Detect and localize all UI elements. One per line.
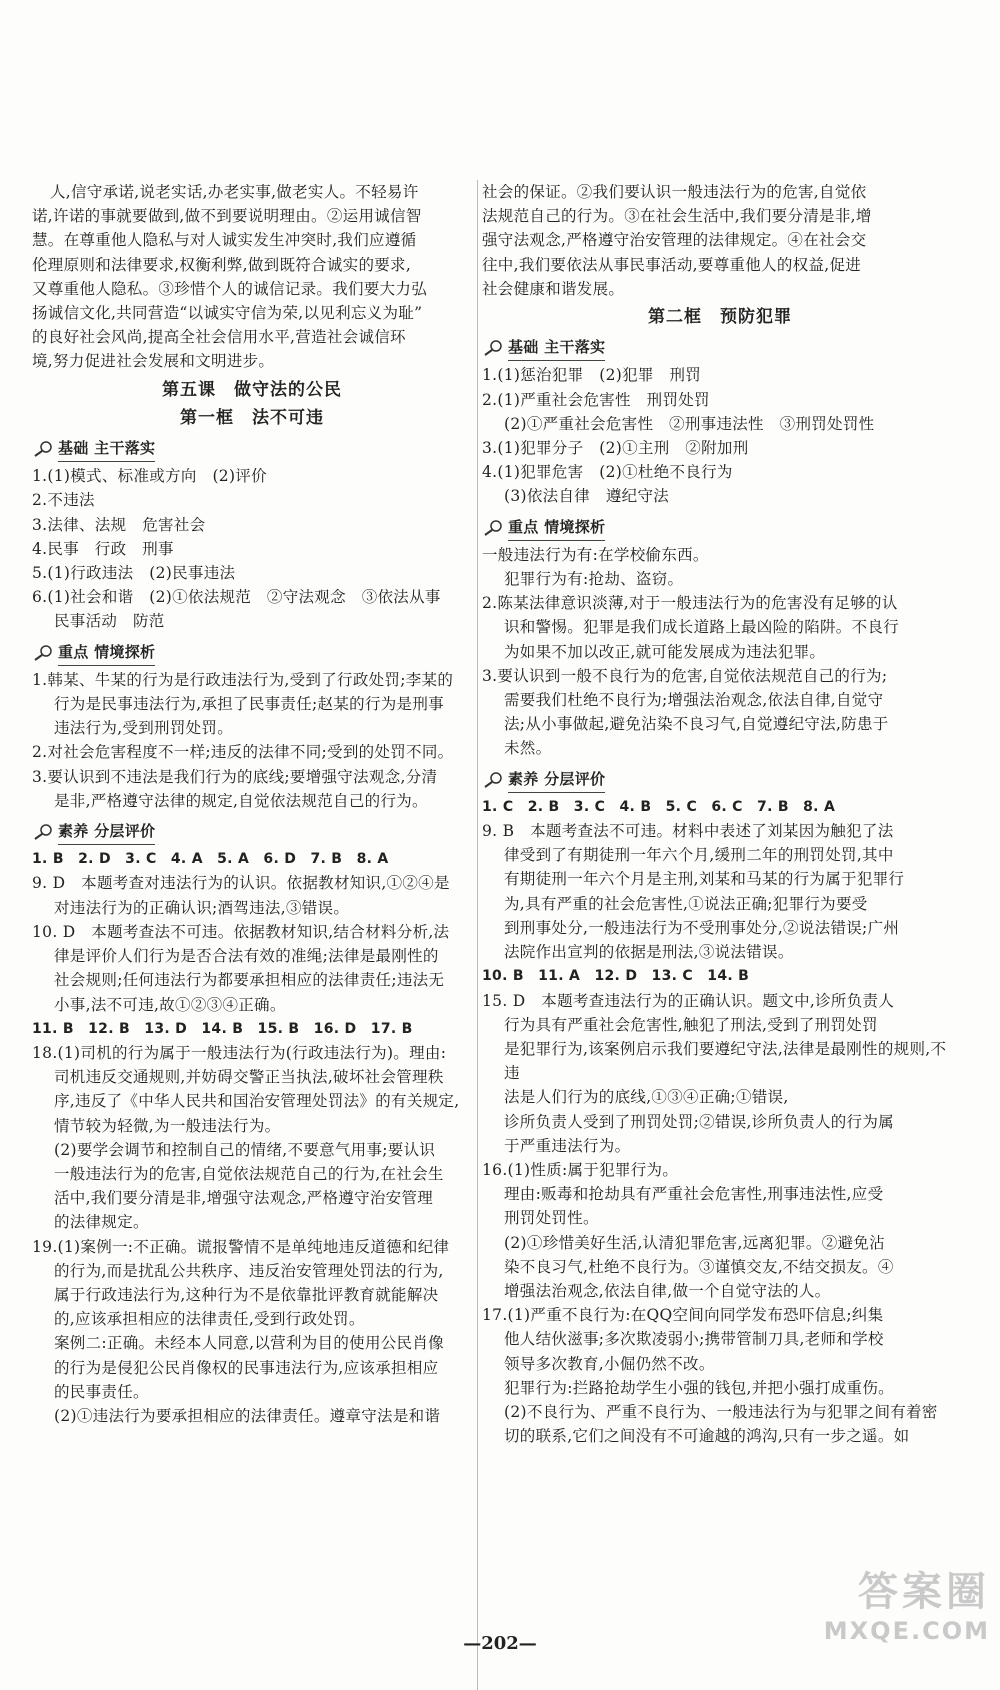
answer-line: 一般违法行为的危害,自觉依法规范自己的行为,在社会生 bbox=[54, 1164, 444, 1183]
answer-line: 法是人们行为的底线,①③④正确;①错误, bbox=[504, 1088, 789, 1107]
left-intro bbox=[32, 180, 472, 374]
answer-line: 需要我们杜绝不良行为;增强法治观念,依法自律,自觉守 bbox=[504, 691, 884, 710]
section-title: 重点 情境探析 bbox=[508, 515, 605, 541]
answer-line: 于严重违法行为。 bbox=[504, 1136, 631, 1155]
answer-line: 违法行为,受到刑罚处罚。 bbox=[54, 719, 234, 738]
answer-key-line: 10. B 11. A 12. D 13. C 14. B bbox=[482, 968, 750, 985]
answer-line: 16.(1)性质:属于犯罪行为。 bbox=[482, 1160, 679, 1179]
text-line: 境,努力促进社会发展和文明进步。 bbox=[32, 352, 275, 371]
answer-line: 2.(1)严重社会危害性 刑罚处罚 bbox=[482, 390, 710, 409]
answer-line: 19.(1)案例一:不正确。谎报警情不是单纯地违反道德和纪律 bbox=[32, 1237, 450, 1256]
text-line: 强守法观念,严格遵守治安管理的法律规定。④在社会交 bbox=[482, 231, 867, 250]
section-title: 素养 分层评价 bbox=[508, 767, 605, 793]
answer-line: 增强法治观念,依法自律,做一个自觉守法的人。 bbox=[504, 1281, 831, 1300]
section-header-basics bbox=[32, 436, 472, 462]
answer-line: 3.法律、法规 危害社会 bbox=[32, 515, 206, 534]
answer-line: 染不良习气,杜绝不良行为。③谨慎交友,不结交损友。④ bbox=[504, 1257, 894, 1276]
answer-line: 是犯罪行为,该案例启示我们要遵纪守法,法律是最刚性的规则,不违 bbox=[504, 1039, 947, 1083]
right-column bbox=[482, 180, 958, 1448]
page-number: —202— bbox=[463, 1633, 537, 1654]
answer-line: 18.(1)司机的行为属于一般违法行为(行政违法行为)。理由: bbox=[32, 1043, 447, 1062]
answer-line: 17.(1)严重不良行为:在QQ空间向同学发布恐吓信息;纠集 bbox=[482, 1306, 884, 1325]
frame-title: 第一框 法不可违 bbox=[180, 407, 324, 428]
answer-line: 社会规则;任何违法行为都要承担相应的法律责任;违法无 bbox=[54, 971, 445, 990]
answer-line: 3.要认识到一般不良行为的危害,自觉依法规范自己的行为; bbox=[482, 666, 888, 685]
answer-key-line: 11. B 12. B 13. D 14. B 15. B 16. D 17. B bbox=[32, 1020, 413, 1037]
text-line: 的良好社会风尚,提高全社会信用水平,营造社会诚信环 bbox=[32, 328, 406, 347]
text-line: 扬诚信文化,共同营造“以诚实守信为荣,以见利忘义为耻” bbox=[32, 304, 423, 323]
answer-line: 未然。 bbox=[504, 739, 552, 758]
section-header-eval bbox=[482, 767, 958, 793]
text-line: 往中,我们要依法从事民事活动,要尊重他人的权益,促进 bbox=[482, 255, 862, 274]
answer-line: 序,违反了《中华人民共和国治安管理处罚法》的有关规定, bbox=[54, 1092, 460, 1111]
text-line: 社会的保证。②我们要认识一般违法行为的危害,自觉依 bbox=[482, 183, 867, 201]
answer-line: 10. D 本题考查法不可违。依据教材知识,结合材料分析,法 bbox=[32, 922, 450, 941]
answer-line: 到刑事处分,一般违法行为不受刑事处分,②说法错误;广州 bbox=[504, 918, 900, 937]
answer-line: (3)依法自律 遵纪守法 bbox=[504, 487, 670, 506]
watermark-url: MXQE.COM bbox=[823, 1617, 990, 1645]
magnifier-icon bbox=[32, 440, 54, 458]
answer-line: (2)不良行为、严重不良行为、一般违法行为与犯罪之间有着密 bbox=[504, 1402, 938, 1421]
answer-line: 3.(1)犯罪分子 (2)①主刑 ②附加刑 bbox=[482, 439, 749, 458]
answer-line: 切的联系,它们之间没有不可逾越的鸿沟,只有一步之遥。如 bbox=[504, 1427, 910, 1446]
answer-line: 4.民事 行政 刑事 bbox=[32, 539, 174, 558]
answer-line: 1.(1)模式、标准或方向 (2)评价 bbox=[32, 467, 267, 486]
text-line: 诺,许诺的事就要做到,做不到要说明理由。②运用诚信智 bbox=[32, 207, 422, 226]
answer-line: 一般违法行为有:在学校偷东西。 bbox=[482, 545, 709, 564]
answer-line: 法;从小事做起,避免沾染不良习气,自觉遵纪守法,防患于 bbox=[504, 715, 889, 734]
answer-line: 的民事责任。 bbox=[54, 1382, 149, 1401]
section-title: 基础 主干落实 bbox=[508, 335, 605, 361]
answer-line: 9. D 本题考查对违法行为的认识。依据教材知识,①②④是 bbox=[32, 874, 450, 893]
column-divider bbox=[477, 180, 478, 1690]
text-line: 法规范自己的行为。③在社会生活中,我们要分清是非,增 bbox=[482, 207, 872, 226]
magnifier-icon bbox=[482, 771, 504, 789]
magnifier-icon bbox=[482, 339, 504, 357]
answer-line: 领导多次教育,小倔仍然不改。 bbox=[504, 1354, 715, 1373]
answer-line: 行为是民事违法行为,承担了民事责任;赵某的行为是刑事 bbox=[54, 695, 444, 714]
text-line: 伦理原则和法律要求,权衡利弊,做到既符合诚实的要求, bbox=[32, 255, 412, 274]
answer-line: 的行为,而是扰乱公共秩序、违反治安管理处罚法的行为, bbox=[54, 1261, 444, 1280]
answer-line: 是非,严格遵守法律的规定,自觉依法规范自己的行为。 bbox=[54, 791, 428, 810]
answer-line: 情节较为轻微,为一般违法行为。 bbox=[54, 1116, 281, 1135]
answer-line: 2.陈某法律意识淡薄,对于一般违法行为的危害没有足够的认 bbox=[482, 594, 898, 613]
answer-line: (2)①违法行为要承担相应的法律责任。遵章守法是和谐 bbox=[54, 1406, 441, 1425]
answer-line: 案例二:正确。未经本人同意,以营利为目的使用公民肖像 bbox=[54, 1334, 444, 1353]
frame-title: 第二框 预防犯罪 bbox=[648, 307, 792, 328]
section-title: 基础 主干落实 bbox=[58, 436, 155, 462]
left-column bbox=[32, 180, 472, 1428]
answer-line: 司机违反交通规则,并妨碍交警正当执法,破坏社会管理秩 bbox=[54, 1068, 444, 1087]
answer-line: 1.韩某、牛某的行为是行政违法行为,受到了行政处罚;李某的 bbox=[32, 670, 454, 689]
section-title: 重点 情境探析 bbox=[58, 640, 155, 666]
answer-line: (2)①珍惜美好生活,认清犯罪危害,远离犯罪。②避免沾 bbox=[504, 1233, 885, 1252]
answer-line: 律受到了有期徒刑一年六个月,缓刑二年的刑罚处罚,其中 bbox=[504, 846, 894, 865]
answer-line: 4.(1)犯罪危害 (2)①杜绝不良行为 bbox=[482, 463, 733, 482]
answer-line: 行为具有严重社会危害性,触犯了刑法,受到了刑罚处罚 bbox=[504, 1015, 878, 1034]
answer-line: 理由:贩毒和抢劫具有严重社会危害性,刑事违法性,应受 bbox=[504, 1185, 884, 1204]
answer-line: 6.(1)社会和谐 (2)①依法规范 ②守法观念 ③依法从事 bbox=[32, 588, 441, 607]
answer-line: 2.对社会危害程度不一样;违反的法律不同;受到的处罚不同。 bbox=[32, 743, 454, 762]
answer-line: (2)要学会调节和控制自己的情绪,不要意气用事;要认识 bbox=[54, 1140, 436, 1159]
answer-line: 的,应该承担相应的法律责任,受到行政处罚。 bbox=[54, 1310, 365, 1329]
answer-line: 的行为是侵犯公民肖像权的民事违法行为,应该承担相应 bbox=[54, 1358, 439, 1377]
answer-line: 法院作出宣判的依据是刑法,③说法错误。 bbox=[504, 943, 794, 962]
answer-line: 3.要认识到不违法是我们行为的底线;要增强守法观念,分清 bbox=[32, 767, 438, 786]
answer-line: 犯罪行为有:抢劫、盗窃。 bbox=[504, 570, 684, 589]
answer-line: 15. D 本题考查违法行为的正确认识。题文中,诊所负责人 bbox=[482, 991, 895, 1010]
answer-line: 对违法行为的正确认识;酒驾违法,③错误。 bbox=[54, 898, 350, 917]
section-title: 素养 分层评价 bbox=[58, 819, 155, 845]
magnifier-icon bbox=[32, 644, 54, 662]
answer-line: 2.不违法 bbox=[32, 491, 95, 510]
answer-line: 律是评价人们行为是否合法有效的准绳;法律是最刚性的 bbox=[54, 947, 439, 966]
answer-key-line: 1. C 2. B 3. C 4. B 5. C 6. C 7. B 8. A bbox=[482, 798, 836, 815]
lesson-title: 第五课 做守法的公民 bbox=[162, 379, 342, 400]
answer-line: 为,具有严重的社会危害性,①说法正确;犯罪行为要受 bbox=[504, 894, 868, 913]
answer-line: 的法律规定。 bbox=[54, 1213, 149, 1232]
answer-key-line: 1. B 2. D 3. C 4. A 5. A 6. D 7. B 8. A bbox=[32, 851, 389, 868]
answer-line: 为如果不加以改正,就可能发展成为违法犯罪。 bbox=[504, 642, 826, 661]
text-line: 慧。在尊重他人隐私与对人诚实发生冲突时,我们应遵循 bbox=[32, 231, 417, 250]
answer-line: 犯罪行为:拦路抢劫学生小强的钱包,并把小强打成重伤。 bbox=[504, 1378, 894, 1397]
answer-line: 民事活动 防范 bbox=[54, 612, 165, 631]
answer-line: 识和警惕。犯罪是我们成长道路上最凶险的陷阱。不良行 bbox=[504, 618, 900, 637]
answer-line: 1.(1)惩治犯罪 (2)犯罪 刑罚 bbox=[482, 366, 702, 385]
text-line: 社会健康和谐发展。 bbox=[482, 279, 625, 298]
section-header-key bbox=[482, 515, 958, 541]
text-line: 又尊重他人隐私。③珍惜个人的诚信记录。我们要大力弘 bbox=[32, 279, 428, 298]
answer-line: 小事,法不可违,故①②③④正确。 bbox=[54, 995, 286, 1014]
answer-line: 属于行政违法行为,这种行为不是依靠批评教育就能解决 bbox=[54, 1285, 439, 1304]
answer-line: 5.(1)行政违法 (2)民事违法 bbox=[32, 564, 236, 583]
answer-line: (2)①严重社会危害性 ②刑事违法性 ③刑罚处罚性 bbox=[504, 414, 875, 433]
watermark bbox=[824, 1560, 990, 1645]
magnifier-icon bbox=[32, 823, 54, 841]
answer-line: 刑罚处罚性。 bbox=[504, 1209, 599, 1228]
section-header-eval bbox=[32, 819, 472, 845]
answer-line: 9. B 本题考查法不可违。材料中表述了刘某因为触犯了法 bbox=[482, 822, 894, 841]
section-header-basics bbox=[482, 335, 958, 361]
watermark-title: 答案圈 bbox=[858, 1569, 990, 1615]
section-header-key bbox=[32, 640, 472, 666]
answer-line: 活中,我们要分清是非,增强守法观念,严格遵守治安管理 bbox=[54, 1189, 434, 1208]
answer-line: 诊所负责人受到了刑罚处罚;②错误,诊所负责人的行为属 bbox=[504, 1112, 894, 1131]
answer-line: 有期徒刑一年六个月是主刑,刘某和马某的行为属于犯罪行 bbox=[504, 870, 905, 889]
text-line: 人,信守承诺,说老实话,办老实事,做老实人。不轻易许 bbox=[50, 183, 419, 201]
answer-line: 他人结伙滋事;多次欺凌弱小;携带管制刀具,老师和学校 bbox=[504, 1330, 884, 1349]
magnifier-icon bbox=[482, 519, 504, 537]
